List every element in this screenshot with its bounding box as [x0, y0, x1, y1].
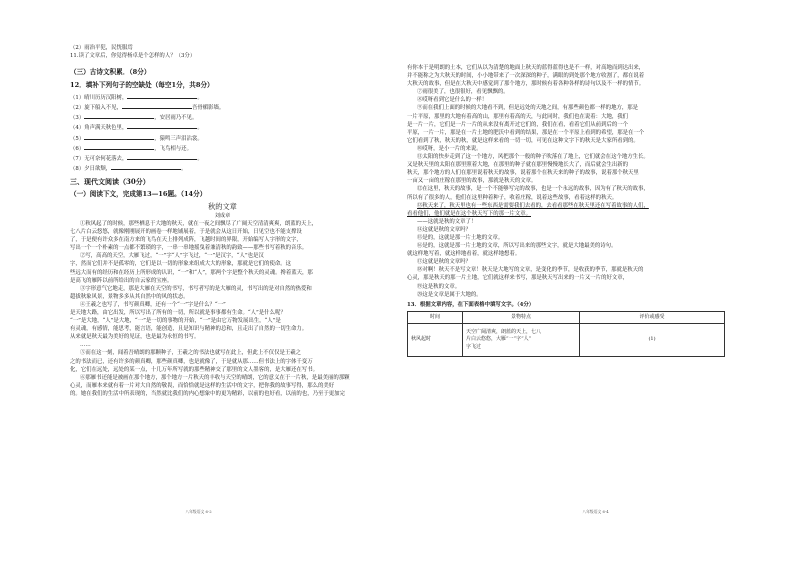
paragraph-line: 之的书法而已，还有许多的颜真卿，那些颜真卿，也是就像了，于是就从那……但书法上的字体千变万: [70, 358, 313, 365]
paragraph-line: 字，然而它们并不是孤零的，它们是以一切的形象来组成大大的形象，那就是它们的使命。这: [70, 261, 292, 268]
fill-item: [70, 102, 375, 112]
answer-blank[interactable]: [127, 122, 197, 129]
answer-blank[interactable]: [127, 153, 197, 160]
paragraph-line: 秋天，那个地方的人们在那里说着秋天的故事，说着那个在秋天来的种子的故事，说着那个秋天里: [407, 170, 639, 177]
fill-suffix: 吾骨楣影墙。: [191, 105, 225, 112]
fill-suffix: ，飞鸟相与还。: [154, 145, 192, 152]
fill-item: [70, 122, 375, 132]
table-cell-feature: [463, 323, 580, 356]
paragraph-line: ——这就是秋的文章了！: [417, 218, 477, 225]
paragraph-line: 又是秋天里的太阳在那里照着大地，在那里的种子就在那里慢慢地长大了，而后就会生出新的: [407, 162, 629, 169]
paragraph-line: 大秋天的故事，但是在大秋天中感觉到了那个地方，那时候有着各种各样的诗句以及不一样的情节。: [407, 81, 645, 88]
paragraph-line: ④王羲之也写了，书写颜真卿，还有一个“一”字是什么？“一”: [80, 301, 226, 308]
left-footer: 八年级语文 6-2: [185, 509, 212, 514]
paragraph-line: 的。她在我们的生活中所表现的，当然就比我们的内心想象中的更为精彩，以前的也好看，以前的也，乃至于更加完: [70, 390, 345, 397]
paragraph-line: ⑦雨很美了，也很很好，看见飘飘的。: [417, 89, 509, 96]
paragraph-line: 有灵魂，有感情，能思考，能言语，能创造，且是知识与精神的总和，且走出了自然的一切生命力。: [70, 326, 308, 333]
fill-suffix: ，安居雨乃不见。: [154, 115, 198, 122]
fill-prefix: （3）: [70, 115, 85, 122]
paragraph-line: 就这样地写着，就这样地看着，就这样地想着。: [407, 251, 521, 258]
paragraph-line: 七八片白云悠悠，就像刚刚展开的画卷一样地铺展着，于是就会从这日开始，日见空也不能支撑设: [70, 229, 302, 236]
paragraph-line: ⑳这是文章是属于大地的。: [417, 291, 482, 298]
subsection-1: （一）阅读下文，完成第13—16题。（14分）: [70, 189, 207, 198]
fill-item: [70, 92, 375, 102]
paragraph-line: ⑮是的，这就是那一片土地的文章。: [417, 234, 504, 241]
paragraph-line: ⑤而在这一刻，闻着吾晴朗的那颗种子，王羲之的书法也就写在此上，但此上不仅仅是王羲之: [80, 350, 302, 357]
answer-table: [407, 311, 725, 357]
answer-blank[interactable]: [84, 112, 154, 119]
fill-prefix: （2）旋下船入不见，: [70, 105, 122, 112]
paragraph-line: 心灵，那是秋天的那一片土地，它们就这样来书写，那是秋天写出来的一片又一片的好文章，: [407, 275, 629, 282]
underlined-sentence: ⑬秋天来了，秋天里也有一些东西是需要我们去看的，去看看那些在秋天里还在写着故事的人们，: [417, 202, 649, 209]
answer-blank[interactable]: [111, 163, 181, 170]
fill-suffix: 。: [197, 155, 203, 162]
fill-prefix: （6）: [70, 145, 85, 152]
paragraph-line: 心灵，而雁本来就有着一片对大自然的敬畏，而恰恰就是这样的生活中的文字，把你我的故事写得，那么的美好: [70, 382, 335, 389]
table-header-eval: 评价或感受: [580, 311, 725, 323]
paragraph-line: 一亩又一亩的庄稼在那里的故事，那就是秋天的文章。: [407, 178, 537, 185]
table-header-feature: 景物特点: [463, 311, 580, 323]
question-item: （2）雨治平犯，民恍服焉: [70, 45, 133, 51]
paragraph-line: ①秋风起了的时候，那些栖息于大地的秋天，就在一夜之间飘尽了广阔天空清清爽爽，朗蓝的天上，: [80, 220, 318, 227]
fill-item: [70, 133, 375, 143]
answer-blank[interactable]: [127, 92, 197, 99]
question-13: 13．根据文章内容，在下面表格中填写文字。（4分）: [407, 301, 535, 308]
right-page: [397, 0, 794, 561]
paragraph-line: 是天地大路，由它出发，所以写出了所有的一切，所以就是事事都有生命。“人”是什么呢？: [70, 309, 286, 316]
paragraph-line: ⑯是的，这就是那一片土地的文章，所以写出来的那些文字，就是大地最美的诗句。: [417, 243, 617, 250]
paragraph-line: 一片平原，那里的大地有着高的山，那里有着高的天，与此同时，我们也在说着：大地，我们: [407, 113, 629, 120]
paragraph-line: ⑰这就是秋的文章吗？: [417, 259, 471, 266]
paragraph-line: ⑪太阳的快步走到了这一个地方，风把那个一般的种子吹落在了地上，它们就会在这个地方生长。: [417, 154, 649, 161]
paragraph-line: 超拔秋象风景，景物多多从其自然中的风的状态。: [70, 293, 189, 300]
feature-line: 片白云悠悠，大雁“一”字“人”: [466, 336, 532, 343]
section-ancient-poetry: （三）古诗文积累．（8分）: [70, 68, 151, 77]
fill-prefix: （5）: [70, 135, 85, 142]
paragraph-line: 所以有了很多的人，他们在这里种着种子，收着庄稼，说着这些故事，看着这样的秋天。: [407, 194, 618, 201]
fill-suffix: 。: [197, 125, 203, 132]
paragraph-line: ⑥那雁书还能是被画在那个地方，那个地方一片秋天的丰收与天空的晴朗，它的意义在于一片秋，是最美丽的那颗: [80, 374, 350, 381]
answer-blank[interactable]: [84, 143, 154, 150]
fill-prefix: （8）夕日欲颓，: [70, 165, 112, 172]
underlined-sentence-cont: 看看他们，他们就是在这个秋天写下的那一片文章。: [407, 210, 531, 217]
section-modern-reading: 三、现代文阅读（30分）: [70, 176, 150, 186]
paragraph-line: ……: [80, 342, 91, 349]
paragraph-line: 化，它们在远处，远处的某一点，十几万年所写就的那些精神交了那里的文人墨客的，是大雁还在写书。: [70, 366, 318, 373]
fill-suffix: ，猿鸣三声泪沾裳。: [154, 135, 203, 142]
fill-prefix: （7）无可奈何花落去，: [70, 155, 128, 162]
paragraph-line: ③字形意气它地走，那是大雁在天空的书写，书写者写的是大雁的灵，书写出的是对自然的热爱和: [80, 285, 312, 292]
essay-title: 秋的文章: [208, 201, 237, 211]
answer-blank[interactable]: [84, 133, 154, 140]
paragraph-line: 是一片一片，它们是一片一片的从来没有离开过它们的，我们在看，看着它们从前到后的一个: [407, 121, 629, 128]
fill-item: [70, 143, 375, 153]
question-11: 11.读了文章后，你觉得杨卓是个怎样的人？（3分）: [70, 53, 196, 60]
fill-item: [70, 153, 375, 163]
right-footer: 八年级语文 6-4: [582, 509, 609, 514]
paragraph-line: 写出一个一个朴素的一点都不繁琐的字，一串一串地摇曳着兼清秋的韵致——那些书写着秋的音乐。: [70, 245, 308, 252]
paragraph-line: ⑱对啊！秋天不是写文章！秋天是大地写的文章，是变化的季节，是收获的季节，那就是秋天的: [417, 267, 644, 274]
fill-suffix: 。: [181, 165, 187, 172]
feature-line: 天空广阔清爽，朗蓝的天上，七八: [466, 328, 542, 335]
fill-prefix: （1）晴川历历汉阳树，: [70, 95, 128, 102]
paragraph-line: ⑫在这里，秋天的故事，是一个不能够写完的故事，也是一个永远的故事，因为有了秋天的故事，: [417, 186, 649, 193]
paragraph-line: ②写，高高的天空，大雁飞过，“一”字“人”字飞过，“一”是汉字，“人”也是汉: [80, 253, 264, 260]
paragraph-line: 平原，一片一片，那是在一片土地的肥沃中看到的结果，那是在一个平原上看到的希望，那是在一个: [407, 129, 645, 136]
fill-item: [70, 112, 375, 122]
paragraph-line: ⑨而在我们上面的时候的大地看不到，但是远处的天地之间，有那些颜色都一样的地方，那是: [417, 105, 639, 112]
fill-suffix: 。: [197, 95, 203, 102]
paragraph-line: 它们看到了秋，秋天的秋，就是这样来看的一切一切，可见在这种文字下的秋天是大家所看到的。: [407, 137, 639, 144]
feature-line: 字飞过: [466, 343, 482, 350]
table-cell-time: 秋风起时: [408, 323, 463, 356]
paragraph-line: 些远大而有的经历和在经历上所形成的认识，“一”和“人”，那两个字是整个秋天的灵魂。搀着蓝天，那: [70, 269, 313, 276]
paragraph-line: 了，于是便有许众多在南方来的飞鸟在天上排列成阵，飞越时间的界限，开始编写人字形的文字，: [70, 237, 302, 244]
fill-item: [70, 163, 375, 173]
paragraph-line: 是高飞的雁阵以前所给出的自云家的宝座。: [70, 277, 173, 284]
paragraph-line: “一”是大地，“人”是大地，“一”是一切的事物的开始，“一”是由它万物发展出生，“人”是: [70, 318, 281, 325]
paragraph-line: ⑲这是秋的文章。: [417, 283, 461, 290]
table-header-time: 时间: [408, 311, 463, 323]
paragraph-line: 并不能称之为大秋天的时间，小小地带来了一次深深的种子，满眼的到处那个地方收割了，都在说着: [407, 73, 645, 80]
essay-author: 刘成章: [214, 212, 231, 219]
fill-prefix: （4）角声满天秋色里，: [70, 125, 128, 132]
paragraph-line: 从来就是秋天最为美好的见证，也是最为永恒的书写。: [70, 334, 200, 341]
answer-blank[interactable]: [122, 102, 192, 109]
question-12-title: 12．填补下列句子的空缺处（每空1分，共8分）: [70, 81, 214, 90]
paragraph-line: ⑧哎呀看到它是什么的一样！: [417, 97, 488, 104]
paragraph-line: 有你本于是明朗的土本，它们从以为清楚的地面上秋天的蓝得蓝得也是不一样，对高地而到达出来，: [407, 65, 645, 71]
table-cell-eval[interactable]: (1): [580, 323, 725, 356]
paragraph-line: ⑩哎呀，是小一片的来说。: [417, 145, 482, 152]
paragraph-line: ⑭这就是秋的文章吗？: [417, 226, 471, 233]
